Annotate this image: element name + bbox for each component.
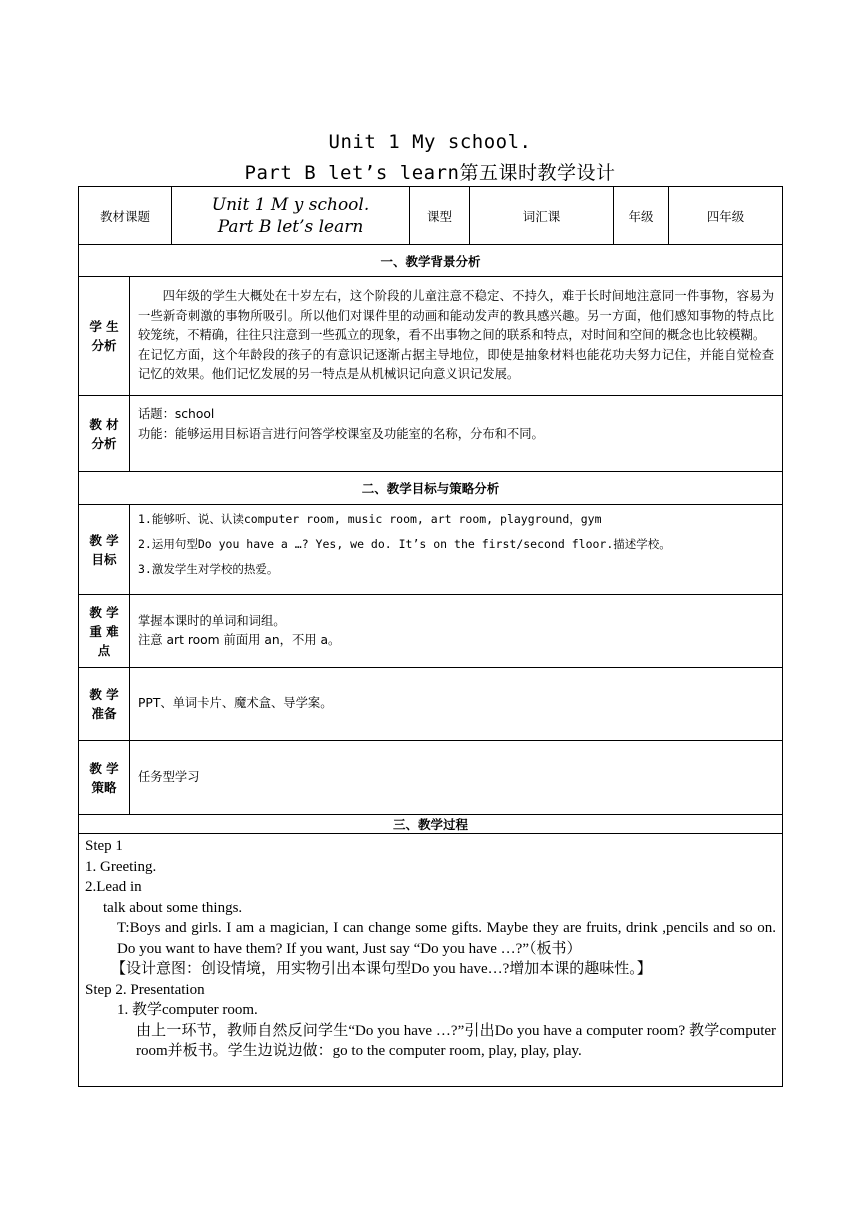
document-title-line1: Unit 1 My school.: [328, 131, 532, 153]
strategy-content: 任务型学习: [130, 741, 783, 815]
grade-label: 年级: [614, 187, 669, 245]
process-step1: Step 1: [85, 838, 123, 854]
process-item1: 1. 教学computer room.: [117, 1002, 258, 1018]
goal-2: 2.运用句型Do you have a …? Yes, we do. It’s on the first/second floor.描述学校。: [138, 537, 671, 551]
key-point-2: 注意 art room 前面用 an，不用 a。: [138, 633, 341, 647]
process-lead-in: 2.Lead in: [85, 879, 142, 895]
textbook-title-line2: Part B let’s learn: [217, 216, 364, 237]
section3-heading: 三、教学过程: [79, 815, 783, 834]
materials-analysis-content: [130, 396, 783, 472]
materials-topic: 话题：school: [138, 407, 215, 421]
teaching-goals-label: 教 学 目标: [79, 505, 130, 595]
materials-function: 功能：能够运用目标语言进行问答学校课室及功能室的名称，分布和不同。: [138, 426, 544, 441]
student-analysis-content: [130, 277, 783, 396]
goal-1: 1.能够听、说、认读computer room, music room, art room, playground，gym: [138, 512, 602, 526]
header-row: [79, 187, 783, 245]
section1-heading: 一、教学背景分析: [79, 245, 783, 277]
process-item1-detail: 由上一环节，教师自然反问学生“Do you have …?”引出Do you have a computer room? 教学computer room并板书。学生边说边做：go to the computer room, play, play, play.: [136, 1022, 777, 1059]
student-analysis-label: 学 生 分析: [79, 277, 130, 396]
key-points-content: [130, 595, 783, 668]
process-greeting: 1. Greeting.: [85, 858, 157, 875]
lesson-type-label: 课型: [410, 187, 470, 245]
lesson-type-value: 词汇课: [470, 187, 614, 245]
materials-analysis-label: 教 材 分析: [79, 396, 130, 472]
textbook-label: 教材课题: [79, 187, 172, 245]
preparation-content: PPT、单词卡片、魔术盒、导学案。: [130, 668, 783, 741]
process-teacher-speech: T:Boys and girls. I am a magician, I can change some gifts. Maybe they are fruits, drink ,pencils and so on. Do you want to have them? If you want, Just say “Do you have …?”（板书）: [117, 920, 777, 957]
document-title-line2: Part B let’s learn第五课时教学设计: [244, 162, 616, 184]
key-point-1: 掌握本课时的单词和词组。: [138, 613, 286, 628]
strategy-label: 教 学 策略: [79, 741, 130, 815]
textbook-title: [172, 187, 410, 245]
student-analysis-paragraph1: 四年级的学生大概处在十岁左右，这个阶段的儿童注意不稳定、不持久，难于长时间地注意同一件事物，容易为一些新奇刺激的事物所吸引。所以他们对课件里的动画和能动发声的教具感兴趣。另一方面，他们感知事物的特点比较笼统，不精确，往往只注意到一些孤立的现象，看不出事物之间的联系和特点，对时间和空间的概念也比较模糊。: [138, 289, 775, 343]
process-step2: Step 2. Presentation: [85, 981, 205, 998]
student-analysis-paragraph2: 在记忆方面，这个年龄段的孩子的有意识记逐渐占据主导地位，即使是抽象材料也能花功夫努力记住，并能自觉检查记忆的效果。他们记忆发展的另一特点是从机械识记向意义识记发展。: [138, 347, 775, 382]
section2-heading: 二、教学目标与策略分析: [79, 472, 783, 505]
textbook-title-line1: Unit 1 M y school.: [211, 194, 370, 215]
grade-value: 四年级: [669, 187, 783, 245]
process-talk: talk about some things.: [103, 899, 243, 916]
goal-3: 3.激发学生对学校的热爱。: [138, 562, 279, 576]
key-points-label: 教 学 重 难 点: [79, 595, 130, 668]
preparation-label: 教 学 准备: [79, 668, 130, 741]
teaching-process-content: [79, 834, 783, 1087]
teaching-goals-content: [130, 505, 783, 595]
process-design-intent: 【设计意图：创设情境，用实物引出本课句型Do you have…?增加本课的趣味性。】: [111, 961, 652, 977]
lesson-plan-table: [78, 186, 783, 1087]
